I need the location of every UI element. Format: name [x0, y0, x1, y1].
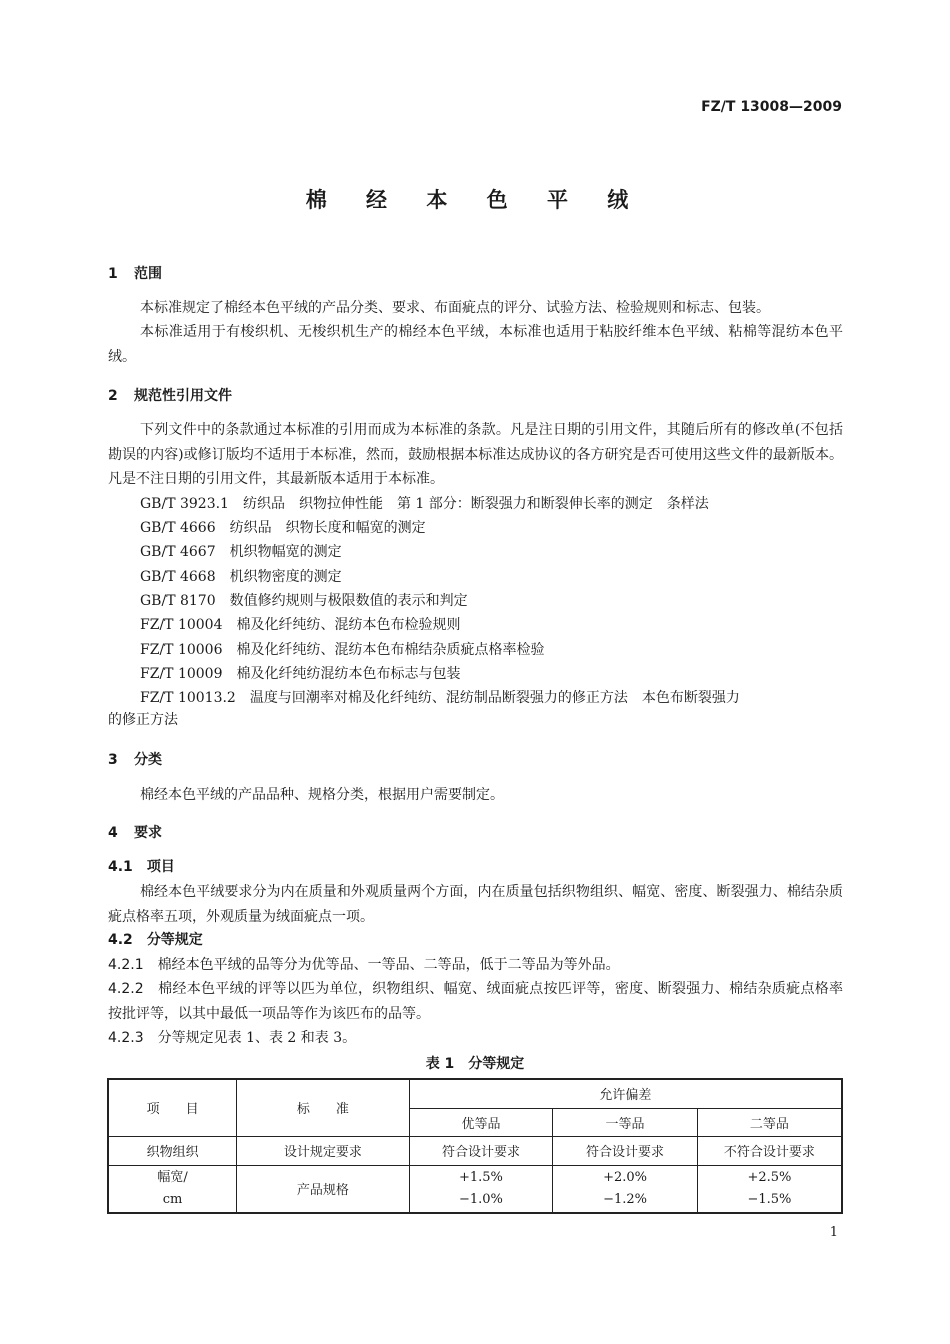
section-title: 范围 — [134, 266, 162, 282]
upper-tolerance: +2.0% — [603, 1169, 648, 1185]
table-caption: 表 1 分等规定 — [425, 1056, 525, 1072]
cell-item: 织物组织 — [108, 1136, 237, 1165]
section-title: 分类 — [134, 752, 162, 768]
header-grade: 一等品 — [553, 1108, 698, 1136]
cell-item-unit: cm — [162, 1191, 183, 1207]
table-row — [108, 1165, 842, 1213]
lower-tolerance: −1.5% — [747, 1191, 792, 1207]
reference-item — [140, 541, 342, 561]
cell-value: 符合设计要求 — [409, 1136, 553, 1165]
reference-code: GB/T 8170 — [140, 593, 216, 609]
paragraph: 本标准适用于有梭织机、无梭织机生产的棉经本色平绒，本标准也适用于粘胶纤维本色平绒、粘棉等混纺本色平绒。 — [108, 324, 843, 365]
table-header-row — [108, 1079, 842, 1108]
header-item: 项 目 — [108, 1079, 237, 1136]
reference-item — [140, 517, 426, 537]
section-3-heading — [108, 749, 162, 769]
table-row — [108, 1136, 842, 1165]
section-title: 规范性引用文件 — [134, 388, 232, 404]
paragraph: 棉经本色平绒要求分为内在质量和外观质量两个方面，内在质量包括织物组织、幅宽、密度、断裂强力、棉结杂质疵点格率五项，外观质量为绒面疵点一项。 — [108, 884, 843, 925]
section-title: 要求 — [134, 825, 162, 841]
reference-item — [140, 614, 460, 634]
paragraph: 棉经本色平绒的产品品种、规格分类，根据用户需要制定。 — [140, 787, 504, 803]
reference-code: GB/T 3923.1 — [140, 496, 229, 512]
lower-tolerance: −1.2% — [603, 1191, 648, 1207]
reference-item-continued: 的修正方法 — [108, 712, 178, 728]
section-1-heading — [108, 263, 162, 283]
clause-title: 项目 — [146, 859, 175, 875]
cell-value — [409, 1165, 553, 1213]
cell-item-line: 幅宽/ — [157, 1169, 188, 1185]
section-number: 1 — [108, 266, 118, 282]
reference-code: GB/T 4666 — [140, 520, 216, 536]
standard-number: FZ/T 13008—2009 — [701, 99, 842, 115]
clause-4-2-heading — [108, 928, 843, 953]
reference-title: 机织物密度的测定 — [229, 569, 342, 585]
reference-code: GB/T 4668 — [140, 569, 216, 585]
clause-text: 分等规定见表 1、表 2 和表 3。 — [157, 1030, 357, 1046]
reference-title: 纺织品 织物拉伸性能 第 1 部分：断裂强力和断裂伸长率的测定 条样法 — [242, 496, 709, 512]
reference-title: 机织物幅宽的测定 — [229, 544, 342, 560]
page-number: 1 — [829, 1225, 838, 1240]
section-number: 4 — [108, 825, 118, 841]
header-grade: 二等品 — [697, 1108, 842, 1136]
clause-4-1-heading — [108, 855, 843, 880]
reference-item — [140, 663, 460, 683]
grading-table — [107, 1078, 843, 1214]
clause-4-2-3 — [108, 1026, 843, 1051]
cell-item — [108, 1165, 237, 1213]
cell-value: 符合设计要求 — [553, 1136, 698, 1165]
reference-title: 纺织品 织物长度和幅宽的测定 — [229, 520, 426, 536]
clause-number: 4.2.1 — [108, 957, 144, 973]
reference-title: 棉及化纤纯纺混纺本色布标志与包装 — [236, 666, 461, 682]
clause-title: 分等规定 — [146, 932, 203, 948]
reference-title: 棉及化纤纯纺、混纺本色布棉结杂质疵点格率检验 — [236, 642, 545, 658]
clause-4-2-1 — [108, 953, 843, 978]
section-number: 2 — [108, 388, 118, 404]
header-standard: 标 准 — [237, 1079, 409, 1136]
cell-value: 不符合设计要求 — [697, 1136, 842, 1165]
reference-item — [140, 493, 709, 513]
cell-standard: 产品规格 — [237, 1165, 409, 1213]
reference-code: GB/T 4667 — [140, 544, 216, 560]
clause-number: 4.2.3 — [108, 1030, 144, 1046]
reference-title: 棉及化纤纯纺、混纺本色布检验规则 — [236, 617, 461, 633]
upper-tolerance: +1.5% — [458, 1169, 503, 1185]
header-tolerance: 允许偏差 — [409, 1079, 842, 1108]
clause-number: 4.2 — [108, 932, 133, 948]
upper-tolerance: +2.5% — [747, 1169, 792, 1185]
section-number: 3 — [108, 752, 118, 768]
clause-number: 4.1 — [108, 859, 133, 875]
reference-item — [140, 566, 342, 586]
section-4-heading — [108, 822, 162, 842]
reference-code: FZ/T 10006 — [140, 642, 223, 658]
paragraph: 下列文件中的条款通过本标准的引用而成为本标准的条款。凡是注日期的引用文件，其随后所有的修改单(不包括勘误的内容)或修订版均不适用于本标准，然而，鼓励根据本标准达成协议的各方研究是否可使用这些文件的最新版本。凡是不注日期的引用文件，其最新版本适用于本标准。 — [108, 422, 843, 487]
header-grade: 优等品 — [409, 1108, 553, 1136]
lower-tolerance: −1.0% — [458, 1191, 503, 1207]
cell-value — [697, 1165, 842, 1213]
cell-standard: 设计规定要求 — [237, 1136, 409, 1165]
page-title: 棉 经 本 色 平 绒 — [305, 188, 645, 212]
reference-code: FZ/T 10004 — [140, 617, 223, 633]
reference-item — [140, 639, 544, 659]
clause-4-2-2 — [108, 977, 843, 1026]
cell-value — [553, 1165, 698, 1213]
clause-number: 4.2.2 — [108, 981, 144, 997]
clause-text: 棉经本色平绒的品等分为优等品、一等品、二等品，低于二等品为等外品。 — [157, 957, 620, 973]
reference-item — [140, 590, 468, 610]
reference-title: 数值修约规则与极限数值的表示和判定 — [229, 593, 468, 609]
reference-code: FZ/T 10009 — [140, 666, 223, 682]
reference-item: FZ/T 10013.2 温度与回潮率对棉及化纤纯纺、混纺制品断裂强力的修正方法 本色布断裂强力 — [140, 690, 740, 706]
clause-text: 棉经本色平绒的评等以匹为单位，织物组织、幅宽、绒面疵点按匹评等，密度、断裂强力、棉结杂质疵点格率按批评等，以其中最低一项品等作为该匹布的品等。 — [108, 981, 843, 1022]
paragraph: 本标准规定了棉经本色平绒的产品分类、要求、布面疵点的评分、试验方法、检验规则和标志、包装。 — [140, 300, 770, 316]
section-2-heading — [108, 385, 232, 405]
